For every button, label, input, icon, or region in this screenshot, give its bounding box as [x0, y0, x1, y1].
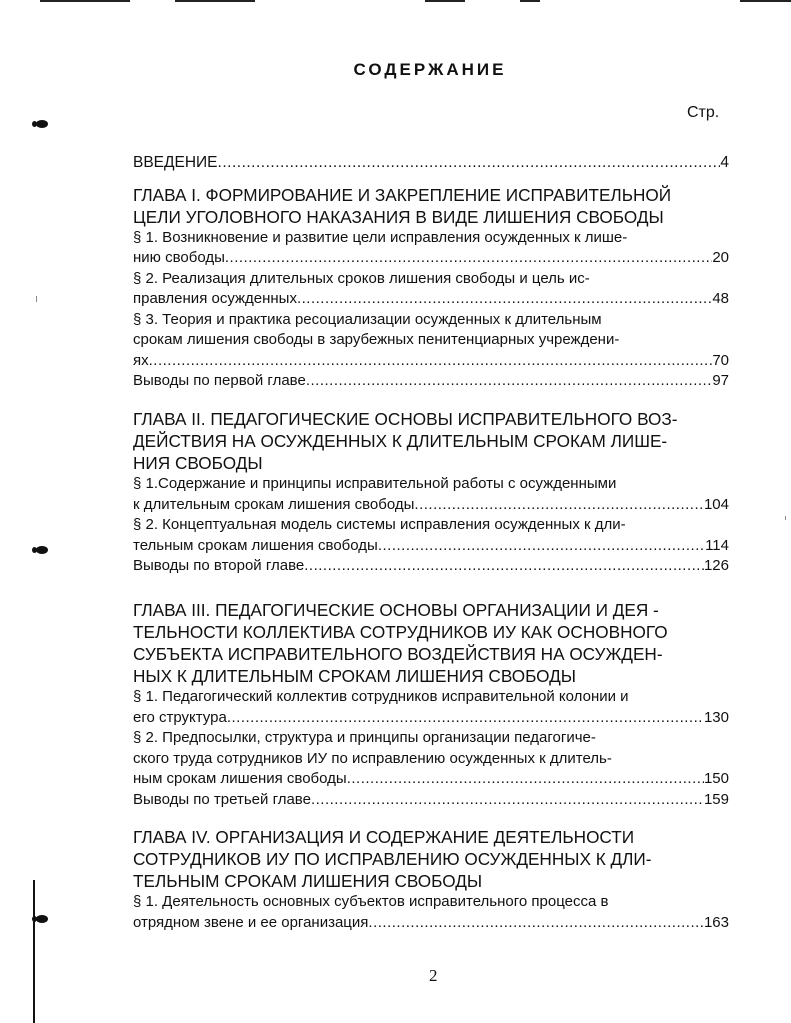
toc-entry-text: Выводы по второй главе [133, 557, 305, 574]
scan-speck [36, 296, 37, 302]
toc-page-number: 163 [703, 913, 729, 931]
toc-page-number: 114 [705, 536, 729, 554]
toc-page-number: 70 [712, 351, 729, 369]
chapter-heading-line: СОТРУДНИКОВ ИУ ПО ИСПРАВЛЕНИЮ ОСУЖДЕННЫХ К ДЛИ- [133, 849, 652, 869]
toc-entry-last-line [133, 248, 729, 269]
page-number: 2 [429, 966, 438, 985]
toc-entry-line: § 1.Содержание и принципы исправительной работы с осужденными [133, 475, 617, 492]
leader-dots [414, 495, 704, 516]
toc-page-number: 97 [712, 372, 729, 389]
scan-speck [785, 516, 786, 520]
toc-entry [133, 892, 729, 933]
scan-edge-line [40, 0, 130, 2]
toc-entry-line: § 3. Теория и практика ресоциализации осужденных к длительным [133, 310, 602, 328]
leader-dots [368, 913, 704, 934]
toc-entry [133, 269, 729, 310]
toc-entry-line: § 2. Предпосылки, структура и принципы организации педагогиче- [133, 729, 596, 746]
leader-dots [304, 556, 704, 577]
toc-page-number: 150 [703, 770, 729, 787]
leader-dots [297, 289, 712, 310]
toc-entry-text: нию свободы [133, 249, 225, 266]
toc-entry-conclusion [133, 371, 729, 392]
leader-dots [378, 536, 705, 557]
punch-hole-mark [36, 915, 48, 923]
toc-entry [133, 687, 729, 728]
toc-entry-text: к длительным срокам лишения свободы [133, 495, 415, 513]
toc-page-number: 159 [703, 790, 729, 808]
toc-entry-line: § 1. Возникновение и развитие цели исправления осужденных к лише- [133, 228, 628, 246]
leader-dots [149, 351, 713, 372]
toc-section-2 [133, 408, 729, 577]
chapter-heading-line: ЦЕЛИ УГОЛОВНОГО НАКАЗАНИЯ В ВИДЕ ЛИШЕНИЯ СВОБОДЫ [133, 206, 664, 227]
toc-entry-text: его структура [133, 708, 227, 726]
toc-entry-last-line [133, 769, 729, 790]
toc-entry-title: ВВЕДЕНИЕ [133, 154, 218, 171]
toc-entry-line: § 1. Деятельность основных субъектов исправительного процесса в [133, 893, 609, 910]
chapter-heading-line: ДЕЙСТВИЯ НА ОСУЖДЕННЫХ К ДЛИТЕЛЬНЫМ СРОКАМ ЛИШЕ- [133, 431, 668, 451]
toc-entry-last-line [133, 351, 729, 372]
toc-entry-text: тельным срокам лишения свободы [133, 536, 378, 554]
scan-edge-line [425, 0, 465, 2]
toc-entry [133, 515, 729, 556]
chapter-heading-line: СУБЪЕКТА ИСПРАВИТЕЛЬНОГО ВОЗДЕЙСТВИЯ НА ОСУЖДЕН- [133, 644, 663, 664]
chapter-heading [133, 826, 729, 892]
toc-entry-last-line [133, 708, 729, 729]
toc-entry-intro [133, 153, 729, 174]
toc-section-1 [133, 153, 729, 392]
leader-dots [306, 371, 713, 392]
toc-entry [133, 310, 729, 372]
toc-entry [133, 474, 729, 515]
chapter-heading-line: ТЕЛЬНЫМ СРОКАМ ЛИШЕНИЯ СВОБОДЫ [133, 871, 483, 891]
leader-dots [347, 769, 704, 790]
toc-entry-last-line [133, 289, 729, 310]
scan-edge-rule [33, 880, 35, 1023]
chapter-heading-line: ГЛАВА IV. ОРГАНИЗАЦИЯ И СОДЕРЖАНИЕ ДЕЯТЕЛЬНОСТИ [133, 827, 635, 847]
toc-entry-text: ным срокам лишения свободы [133, 770, 347, 787]
chapter-heading-line: ГЛАВА III. ПЕДАГОГИЧЕСКИЕ ОСНОВЫ ОРГАНИЗАЦИИ И ДЕЯ - [133, 600, 659, 620]
scan-edge-line [520, 0, 540, 2]
page-column-label: Стр. [687, 104, 720, 121]
chapter-heading [133, 408, 729, 474]
punch-hole-mark [36, 120, 48, 128]
toc-entry-text: Выводы по третьей главе [133, 790, 311, 808]
chapter-heading-line: ГЛАВА II. ПЕДАГОГИЧЕСКИЕ ОСНОВЫ ИСПРАВИТЕЛЬНОГО ВОЗ- [133, 409, 678, 429]
leader-dots [225, 248, 712, 269]
toc-entry-text: Выводы по первой главе [133, 372, 306, 389]
toc-entry-last-line [133, 536, 729, 557]
toc-entry [133, 228, 729, 269]
scan-edge-line [175, 0, 255, 2]
toc-page-number: 20 [712, 249, 729, 266]
leader-dots [311, 790, 704, 811]
toc-page-number: 126 [703, 557, 729, 574]
toc-entry-text: правления осужденных [133, 290, 297, 307]
chapter-heading [133, 184, 729, 228]
chapter-heading-line: НЫХ К ДЛИТЕЛЬНЫМ СРОКАМ ЛИШЕНИЯ СВОБОДЫ [133, 666, 577, 686]
toc-entry-conclusion [133, 790, 729, 811]
toc-page-number: 4 [720, 154, 729, 171]
toc-section-3 [133, 599, 729, 810]
chapter-heading-line: НИЯ СВОБОДЫ [133, 453, 263, 473]
toc-entry [133, 728, 729, 790]
toc-entry-line: срокам лишения свободы в зарубежных пенитенциарных учреждени- [133, 331, 620, 348]
punch-hole-mark [36, 546, 48, 554]
chapter-heading-line: ТЕЛЬНОСТИ КОЛЛЕКТИВА СОТРУДНИКОВ ИУ КАК ОСНОВНОГО [133, 622, 668, 642]
toc-page-number: 130 [703, 708, 729, 726]
toc-section-4 [133, 826, 729, 933]
page-title: СОДЕРЖАНИЕ [353, 60, 507, 79]
toc-entry-line: § 1. Педагогический коллектив сотрудников исправительной колонии и [133, 688, 629, 705]
toc-page-number: 104 [703, 495, 729, 513]
toc-entry-line: § 2. Концептуальная модель системы исправления осужденных к дли- [133, 516, 626, 533]
scan-edge-line [740, 0, 791, 2]
toc-entry-last-line [133, 913, 729, 934]
leader-dots [227, 708, 704, 729]
toc-entry-line: § 2. Реализация длительных сроков лишения свободы и цель ис- [133, 269, 590, 287]
toc-entry-conclusion [133, 556, 729, 577]
leader-dots [218, 153, 721, 174]
toc-entry-last-line [133, 495, 729, 516]
toc-entry-line: ского труда сотрудников ИУ по исправлению осужденных к длитель- [133, 749, 612, 767]
chapter-heading-line: ГЛАВА I. ФОРМИРОВАНИЕ И ЗАКРЕПЛЕНИЕ ИСПРАВИТЕЛЬНОЙ [133, 184, 672, 205]
toc-entry-text: ях [133, 351, 149, 369]
toc-page-number: 48 [712, 290, 729, 307]
toc-entry-text: отрядном звене и ее организация [133, 913, 369, 931]
chapter-heading [133, 599, 729, 687]
